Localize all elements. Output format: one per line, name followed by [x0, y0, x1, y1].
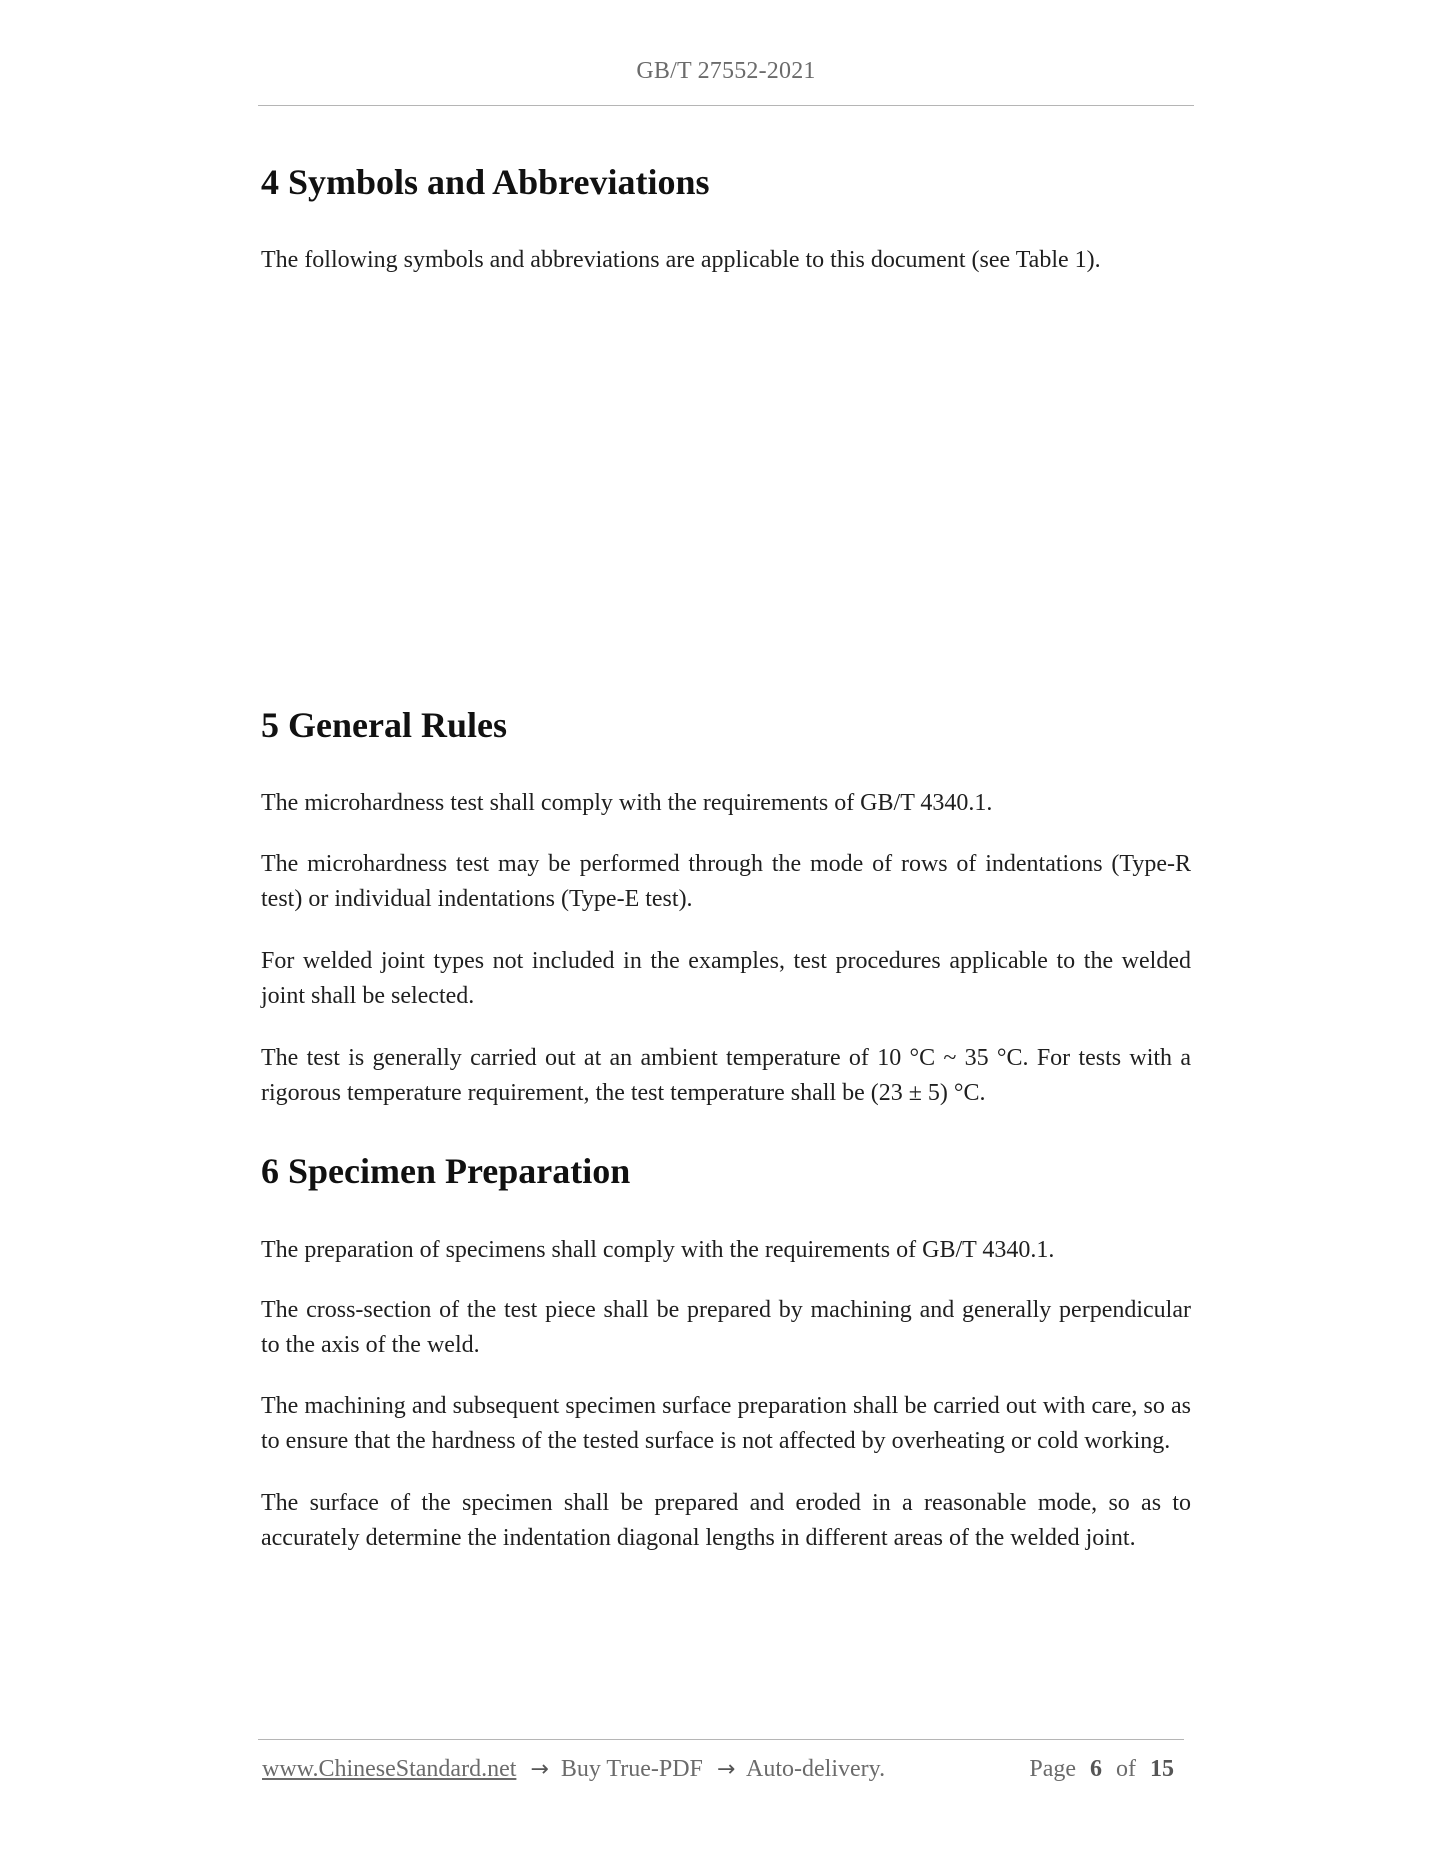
right-arrow-icon: →: [530, 1757, 549, 1782]
page-indicator: [1029, 1756, 1182, 1783]
header-divider: [258, 105, 1194, 106]
buy-true-pdf-text: Buy True-PDF: [560, 1756, 703, 1782]
current-page-number: 6: [1090, 1756, 1102, 1782]
total-pages-number: 15: [1150, 1756, 1174, 1782]
section-5-paragraph: For welded joint types not included in the examples, test procedures applicable to the welded joint shall be selected.: [261, 948, 1191, 1009]
of-label: of: [1116, 1756, 1136, 1782]
website-link[interactable]: www.ChineseStandard.net: [262, 1756, 517, 1782]
footer-promo: [262, 1756, 885, 1783]
section-6-paragraph: The surface of the specimen shall be prepared and eroded in a reasonable mode, so as to accurately determine the indentation diagonal lengths in different areas of the welded joint.: [261, 1490, 1191, 1551]
right-arrow-icon: →: [716, 1757, 736, 1782]
auto-delivery-text: Auto-delivery.: [746, 1756, 886, 1782]
section-5-paragraph: The test is generally carried out at an ambient temperature of 10 °C ~ 35 °C. For tests with a rigorous temperature requirement, the test temperature shall be (23 ± 5) °C.: [261, 1045, 1191, 1106]
section-4-heading: 4 Symbols and Abbreviations: [261, 162, 710, 202]
page-label: Page: [1029, 1756, 1076, 1782]
section-6-paragraph: The cross-section of the test piece shall be prepared by machining and generally perpendicular to the axis of the weld.: [261, 1297, 1191, 1358]
section-5-paragraph: The microhardness test shall comply with the requirements of GB/T 4340.1.: [261, 790, 993, 816]
section-5-heading: 5 General Rules: [261, 705, 507, 745]
section-6-paragraph: The machining and subsequent specimen surface preparation shall be carried out with care, so as to ensure that the hardness of the tested surface is not affected by overheating or cold working.: [261, 1393, 1191, 1454]
section-6-heading: 6 Specimen Preparation: [261, 1151, 631, 1191]
running-header: GB/T 27552-2021: [636, 58, 816, 84]
page-footer: [262, 1756, 1184, 1790]
footer-divider: [258, 1739, 1184, 1740]
section-4-paragraph: The following symbols and abbreviations are applicable to this document (see Table 1).: [261, 247, 1101, 273]
section-6-paragraph: The preparation of specimens shall comply with the requirements of GB/T 4340.1.: [261, 1237, 1055, 1263]
section-5-paragraph: The microhardness test may be performed through the mode of rows of indentations (Type-R test) or individual indentations (Type-E test).: [261, 851, 1191, 912]
